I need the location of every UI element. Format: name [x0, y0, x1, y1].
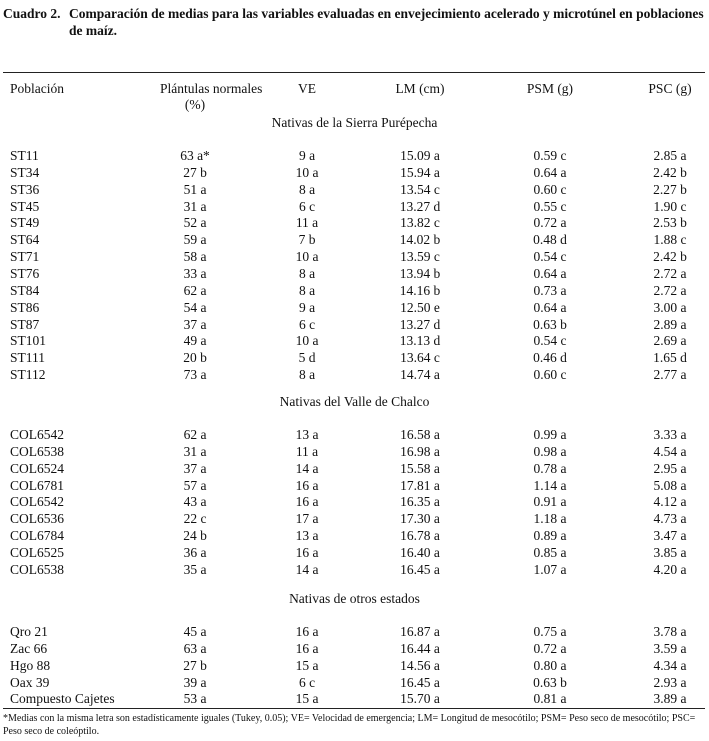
table-cell-psc: 2.27 b: [653, 181, 687, 197]
table-cell-plantulas: 45 a: [183, 624, 207, 639]
table-cell-poblacion: COL6781: [10, 477, 64, 493]
table-cell-lm: 16.58 a: [400, 427, 440, 442]
table-cell-plantulas: 51 a: [183, 181, 207, 197]
table-cell-ve: 10 a: [295, 333, 319, 349]
table-cell-psc: 4.73 a: [653, 511, 687, 527]
table-cell-plantulas: 37 a: [183, 460, 207, 476]
table-cell-poblacion: ST111: [10, 350, 46, 366]
table-cell-psc: 3.00 a: [653, 299, 687, 315]
table-cell-ve: 14 a: [295, 561, 319, 577]
table-cell-psc: 3.33 a: [653, 427, 687, 442]
table-cell-psc: 2.69 a: [653, 333, 687, 349]
table-cell-lm: 17.30 a: [400, 511, 440, 527]
table-cell-psm: 0.98 a: [533, 443, 567, 459]
table-cell-plantulas: 39 a: [183, 674, 207, 690]
table-cell-lm: 15.70 a: [400, 691, 440, 707]
table-cell-poblacion: Qro 21: [10, 624, 48, 639]
table-cell-psc: 2.95 a: [653, 460, 687, 476]
table-cell-lm: 15.58 a: [400, 460, 440, 476]
table-cell-psm: 1.14 a: [533, 477, 567, 493]
table-cell-lm: 13.27 d: [399, 198, 441, 214]
table-footnote: *Medias con la misma letra son estadísticamente iguales (Tukey, 0.05); VE= Velocidad de emergencia; LM= Longitud de mesocótilo; PSM= Peso seco de mesocótilo; PSC= Peso seco de coleóptilo.: [3, 713, 696, 737]
table-cell-psm: 0.72 a: [533, 640, 567, 656]
table-cell-lm: 14.02 b: [399, 232, 441, 248]
table-cell-psm: 0.46 d: [533, 350, 567, 366]
header-plantulas-unit: (%): [184, 97, 206, 112]
table-cell-poblacion: Zac 66: [10, 640, 48, 656]
table-cell-ve: 9 a: [298, 299, 316, 315]
table-cell-lm: 12.50 e: [400, 299, 440, 315]
table-cell-plantulas: 49 a: [183, 333, 207, 349]
table-cell-poblacion: Oax 39: [10, 674, 50, 690]
header-lm: LM (cm): [395, 81, 445, 96]
table-cell-poblacion: COL6536: [10, 511, 64, 527]
table-cell-ve: 8 a: [298, 266, 316, 281]
table-cell-lm: 14.16 b: [399, 282, 441, 298]
table-cell-ve: 8 a: [298, 282, 316, 298]
table-cell-lm: 14.74 a: [400, 367, 440, 383]
table-cell-psc: 2.89 a: [653, 316, 687, 332]
table-cell-ve: 11 a: [295, 443, 319, 459]
table-cell-lm: 13.13 d: [399, 333, 441, 349]
table-cell-psc: 2.93 a: [653, 674, 687, 690]
table-cell-psc: 3.59 a: [653, 640, 687, 656]
table-cell-poblacion: ST101: [10, 333, 47, 349]
table-cell-plantulas: 24 b: [183, 528, 207, 544]
table-cell-ve: 13 a: [295, 427, 319, 442]
header-psm: PSM (g): [526, 81, 574, 96]
table-cell-plantulas: 62 a: [183, 282, 207, 298]
table-cell-ve: 16 a: [295, 494, 319, 510]
table-cell-psc: 2.72 a: [653, 266, 687, 281]
table-cell-psc: 3.47 a: [653, 528, 687, 544]
caption-text: Comparación de medias para las variables evaluadas en envejecimiento acelerado y microtúnel en poblaciones de maíz.: [69, 6, 704, 38]
table-cell-psm: 1.18 a: [533, 511, 567, 527]
table-cell-poblacion: COL6784: [10, 528, 64, 544]
table-cell-plantulas: 59 a: [183, 232, 207, 248]
table-cell-plantulas: 54 a: [183, 299, 207, 315]
table-cell-lm: 16.78 a: [400, 528, 440, 544]
table-cell-ve: 16 a: [295, 624, 319, 639]
table-cell-ve: 10 a: [295, 164, 319, 180]
table-cell-poblacion: COL6538: [10, 561, 64, 577]
table-cell-plantulas: 52 a: [183, 215, 207, 231]
table-cell-poblacion: COL6542: [10, 494, 64, 510]
table-cell-psc: 1.88 c: [653, 232, 687, 248]
table-cell-plantulas: 57 a: [183, 477, 207, 493]
table-cell-psc: 3.78 a: [653, 624, 687, 639]
table-cell-lm: 16.87 a: [400, 624, 440, 639]
table-cell-psm: 0.91 a: [533, 494, 567, 510]
table-cell-lm: 15.09 a: [400, 148, 440, 163]
table-cell-poblacion: COL6525: [10, 545, 64, 560]
table-cell-poblacion: ST45: [10, 198, 40, 214]
table-cell-psm: 0.75 a: [533, 624, 567, 639]
table-cell-plantulas: 31 a: [183, 198, 207, 214]
table-cell-plantulas: 43 a: [183, 494, 207, 510]
table-cell-lm: 16.40 a: [400, 545, 440, 560]
table-cell-poblacion: Hgo 88: [10, 657, 51, 673]
table-cell-psc: 4.34 a: [653, 657, 687, 673]
table-cell-lm: 13.82 c: [400, 215, 440, 231]
table-cell-lm: 14.56 a: [400, 657, 440, 673]
table-cell-ve: 8 a: [298, 367, 316, 383]
table-cell-plantulas: 63 a: [183, 640, 207, 656]
table-cell-lm: 13.27 d: [399, 316, 441, 332]
table-cell-poblacion: ST76: [10, 266, 40, 281]
table-cell-plantulas: 20 b: [183, 350, 207, 366]
table-cell-lm: 15.94 a: [400, 164, 440, 180]
table-cell-psm: 0.60 c: [533, 367, 567, 383]
table-cell-psm: 0.80 a: [533, 657, 567, 673]
table-cell-plantulas: 63 a*: [180, 148, 210, 163]
table-cell-poblacion: COL6538: [10, 443, 64, 459]
table-cell-psm: 0.63 b: [533, 316, 567, 332]
table-cell-psm: 0.55 c: [533, 198, 567, 214]
table-cell-poblacion: ST49: [10, 215, 40, 231]
table-cell-ve: 6 c: [298, 198, 316, 214]
table-cell-ve: 7 b: [298, 232, 316, 248]
table-cell-plantulas: 62 a: [183, 427, 207, 442]
table-cell-plantulas: 22 c: [183, 511, 207, 527]
table-cell-psm: 0.78 a: [533, 460, 567, 476]
table-cell-psc: 2.85 a: [653, 148, 687, 163]
table-cell-lm: 13.59 c: [400, 249, 440, 265]
table-cell-ve: 17 a: [295, 511, 319, 527]
table-cell-poblacion: Compuesto Cajetes: [10, 691, 115, 707]
table-cell-psc: 1.65 d: [653, 350, 687, 366]
caption-label: Cuadro 2.: [3, 6, 61, 21]
table-cell-ve: 16 a: [295, 477, 319, 493]
table-cell-ve: 5 d: [298, 350, 316, 366]
table-cell-plantulas: 73 a: [183, 367, 207, 383]
table-cell-psc: 4.12 a: [653, 494, 687, 510]
table-cell-ve: 6 c: [298, 674, 316, 690]
table-cell-psc: 2.42 b: [653, 164, 687, 180]
table-cell-psc: 4.20 a: [653, 561, 687, 577]
table-cell-psm: 0.60 c: [533, 181, 567, 197]
table-cell-lm: 16.35 a: [400, 494, 440, 510]
table-cell-plantulas: 27 b: [183, 657, 207, 673]
table-cell-psm: 0.59 c: [533, 148, 567, 163]
table-cell-psm: 0.54 c: [533, 333, 567, 349]
table-cell-poblacion: ST87: [10, 316, 40, 332]
table-cell-ve: 9 a: [298, 148, 316, 163]
header-ve: VE: [298, 81, 316, 96]
table-cell-psc: 2.77 a: [653, 367, 687, 383]
table-cell-ve: 8 a: [298, 181, 316, 197]
table-cell-poblacion: COL6542: [10, 427, 64, 442]
table-cell-lm: 16.98 a: [400, 443, 440, 459]
table-cell-psm: 0.89 a: [533, 528, 567, 544]
table-cell-lm: 16.44 a: [400, 640, 440, 656]
table-cell-plantulas: 36 a: [183, 545, 207, 560]
table-cell-ve: 11 a: [295, 215, 319, 231]
table-cell-psc: 4.54 a: [653, 443, 687, 459]
table-cell-poblacion: ST11: [10, 148, 39, 163]
table-cell-psc: 2.72 a: [653, 282, 687, 298]
table-cell-lm: 16.45 a: [400, 561, 440, 577]
table-cell-ve: 13 a: [295, 528, 319, 544]
table-cell-psm: 0.63 b: [533, 674, 567, 690]
section-title: Nativas de otros estados: [289, 591, 420, 606]
table-cell-psm: 0.72 a: [533, 215, 567, 231]
header-plantulas: Plántulas normales: [160, 81, 263, 96]
table-cell-psm: 0.85 a: [533, 545, 567, 560]
section-title: Nativas de la Sierra Purépecha: [271, 115, 438, 130]
table-cell-ve: 14 a: [295, 460, 319, 476]
table-cell-ve: 15 a: [295, 657, 319, 673]
table-cell-psc: 3.85 a: [653, 545, 687, 560]
table-cell-psm: 0.48 d: [533, 232, 567, 248]
table-cell-psm: 0.64 a: [533, 266, 567, 281]
table-cell-poblacion: ST112: [10, 367, 46, 383]
table-cell-plantulas: 33 a: [183, 266, 207, 281]
table-cell-poblacion: ST84: [10, 282, 40, 298]
table-cell-psm: 0.64 a: [533, 164, 567, 180]
table-cell-ve: 16 a: [295, 640, 319, 656]
table-cell-psc: 5.08 a: [653, 477, 687, 493]
table-cell-psc: 3.89 a: [653, 691, 687, 707]
table-cell-poblacion: ST34: [10, 164, 40, 180]
table-cell-psc: 2.42 b: [653, 249, 687, 265]
table-cell-poblacion: COL6524: [10, 460, 64, 476]
bottom-rule: [3, 708, 705, 709]
table-cell-poblacion: ST86: [10, 299, 40, 315]
table-cell-psm: 0.73 a: [533, 282, 567, 298]
table-cell-ve: 6 c: [298, 316, 316, 332]
table-cell-plantulas: 53 a: [183, 691, 207, 707]
table-cell-lm: 13.54 c: [400, 181, 440, 197]
table-cell-psm: 1.07 a: [533, 561, 567, 577]
table-cell-psm: 0.54 c: [533, 249, 567, 265]
table-cell-lm: 17.81 a: [400, 477, 440, 493]
table-cell-poblacion: ST71: [10, 249, 40, 265]
table-cell-plantulas: 37 a: [183, 316, 207, 332]
table-cell-plantulas: 31 a: [183, 443, 207, 459]
table-cell-psm: 0.81 a: [533, 691, 567, 707]
header-poblacion: Población: [10, 81, 64, 96]
table-cell-plantulas: 35 a: [183, 561, 207, 577]
table-cell-ve: 15 a: [295, 691, 319, 707]
table-cell-lm: 13.64 c: [400, 350, 440, 366]
table-cell-psc: 1.90 c: [653, 198, 687, 214]
table-cell-poblacion: ST36: [10, 181, 40, 197]
table-cell-poblacion: ST64: [10, 232, 40, 248]
table-cell-psc: 2.53 b: [653, 215, 687, 231]
top-rule: [3, 72, 705, 73]
table-cell-plantulas: 58 a: [183, 249, 207, 265]
section-title: Nativas del Valle de Chalco: [279, 394, 430, 409]
table-cell-psm: 0.64 a: [533, 299, 567, 315]
table-cell-psm: 0.99 a: [533, 427, 567, 442]
table-cell-ve: 10 a: [295, 249, 319, 265]
table-cell-plantulas: 27 b: [183, 164, 207, 180]
table-cell-lm: 13.94 b: [399, 266, 441, 281]
table-cell-ve: 16 a: [295, 545, 319, 560]
header-psc: PSC (g): [648, 81, 692, 96]
table-cell-lm: 16.45 a: [400, 674, 440, 690]
